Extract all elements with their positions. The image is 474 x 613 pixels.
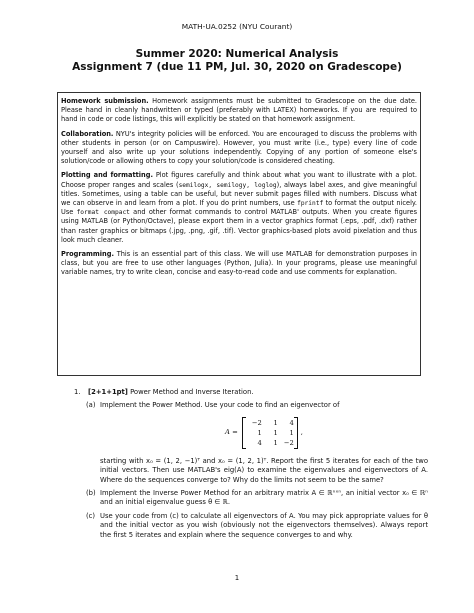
title-line-2: Assignment 7 (due 11 PM, Jul. 30, 2020 on Gradescope) (72, 61, 402, 73)
matrix-label: A = (225, 428, 238, 437)
plotting-text-a: Plot figures carefully and think about what you want to illustrate with a plot. Choose proper ranges and scales ( (61, 171, 417, 189)
matrix-cell: 1 (257, 428, 262, 437)
matrix-cell: 1 (273, 438, 278, 447)
programming-paragraph (61, 250, 417, 278)
matrix-cell: 1 (289, 428, 294, 437)
submission-text: Homework assignments must be submitted to Gradescope on the due date. Please hand in cleanly handwritten or typed (preferably with LATEX) homeworks. If you are required to hand in code or code listings, this will explicitly be stated on that homework assignment. (61, 97, 417, 124)
part-b (86, 489, 428, 508)
collaboration-text: NYU's integrity policies will be enforced. You are encouraged to discuss the problems with other students in person (or on Campuswire). However, you must write (i.e., type) every line of code yourself and also write up your solutions independently. Copying of any portion of someone else's solution/code or allowing others to copy your solution/code is considered cheating. (61, 129, 417, 166)
part-b-label: (b) (86, 489, 96, 498)
course-header: MATH-UA.0252 (NYU Courant) (181, 22, 293, 31)
submission-paragraph (61, 97, 417, 125)
part-a-text-2: starting with x₀ = (1, 2, −1)ᵀ and x₀ = (1, 2, 1)ᵀ. Report the first 5 iterates for each of the two initial vectors. Then use MATLAB's eig(A) to examine the eigenvalues and eigenvectors of A. Where do the sequences converge to? Why do the limits not seem to be the same? (100, 456, 428, 484)
matrix-a (242, 417, 298, 449)
question-1-header (74, 388, 428, 397)
matrix-cell: 1 (273, 428, 278, 437)
part-a-label: (a) (86, 401, 96, 410)
part-c (86, 511, 428, 540)
matrix-cell: −2 (283, 438, 294, 447)
part-b-text: Implement the Inverse Power Method for an arbitrary matrix A ∈ ℝⁿˣⁿ, an initial vector x₀ ∈ ℝⁿ and an initial eigenvalue guess θ ∈ ℝ. (100, 489, 428, 507)
question-number: 1. (74, 388, 81, 396)
part-a (86, 401, 428, 485)
plotting-code-3: format compact (76, 209, 130, 217)
plotting-paragraph (61, 171, 417, 245)
matrix-cell: −2 (251, 418, 262, 427)
plotting-code-1: semilogx, semilogy, loglog (178, 181, 277, 189)
plotting-text-b: ), always label axes, and give meaningful titles. Sometimes, using a table can be useful, but never submit pages filled with numbers. Discuss what we can observe in and learn from a plot. If you do print numbers, use (61, 180, 418, 208)
programming-text: This is an essential part of this class. We will use MATLAB for demonstration purposes in class, but you are free to use other languages (Python, Julia). In your programs, please use meaningful variable names, try to write clean, concise and easy-to-read code and use comments for explanation. (61, 250, 417, 277)
part-a-text: Implement the Power Method. Use your code to find an eigenvector of (100, 401, 340, 410)
collaboration-paragraph (61, 130, 417, 167)
question-points: [2+1+1pt] (88, 388, 128, 396)
matrix-display: A = −2 1 4 1 1 1 4 1 −2 , (225, 418, 303, 447)
title-line-1: Summer 2020: Numerical Analysis (135, 48, 339, 60)
question-title: Power Method and Inverse Iteration. (127, 388, 254, 396)
plotting-text-c: to format the output nicely. Use (61, 199, 417, 217)
plotting-code-2: fprintf (297, 200, 324, 208)
part-c-label: (c) (86, 511, 96, 520)
matrix-cell: 4 (257, 438, 262, 447)
matrix-cell: 4 (289, 418, 294, 427)
page-title (0, 48, 474, 74)
programming-heading: Programming. (61, 250, 114, 259)
part-c-text: Use your code from (c) to calculate all eigenvectors of A. You may pick appropriate values for θ and the initial vector as you wish (obviously not the eigenvectors themselves). Always report the first 5 iterates and explain where the sequence converges to and why. (100, 511, 428, 539)
submission-heading: Homework submission. (61, 97, 149, 105)
instructions-box (57, 92, 421, 376)
plotting-text-d: and other format commands to control MATLAB' outputs. When you create figures using MATLAB (or Python/Octave), please export them in a vector graphics format (.eps, .pdf, .dxf) rather than raster graphics or bitmaps (.jpg, .png, .gif, .tif). Vector graphics-based plots avoid pixelation and thus look much cleaner. (61, 208, 418, 244)
page-number: 1 (234, 574, 240, 582)
plotting-heading: Plotting and formatting. (61, 171, 153, 180)
collaboration-heading: Collaboration. (61, 129, 114, 138)
question-1 (74, 388, 428, 540)
matrix-cell: 1 (273, 418, 278, 427)
